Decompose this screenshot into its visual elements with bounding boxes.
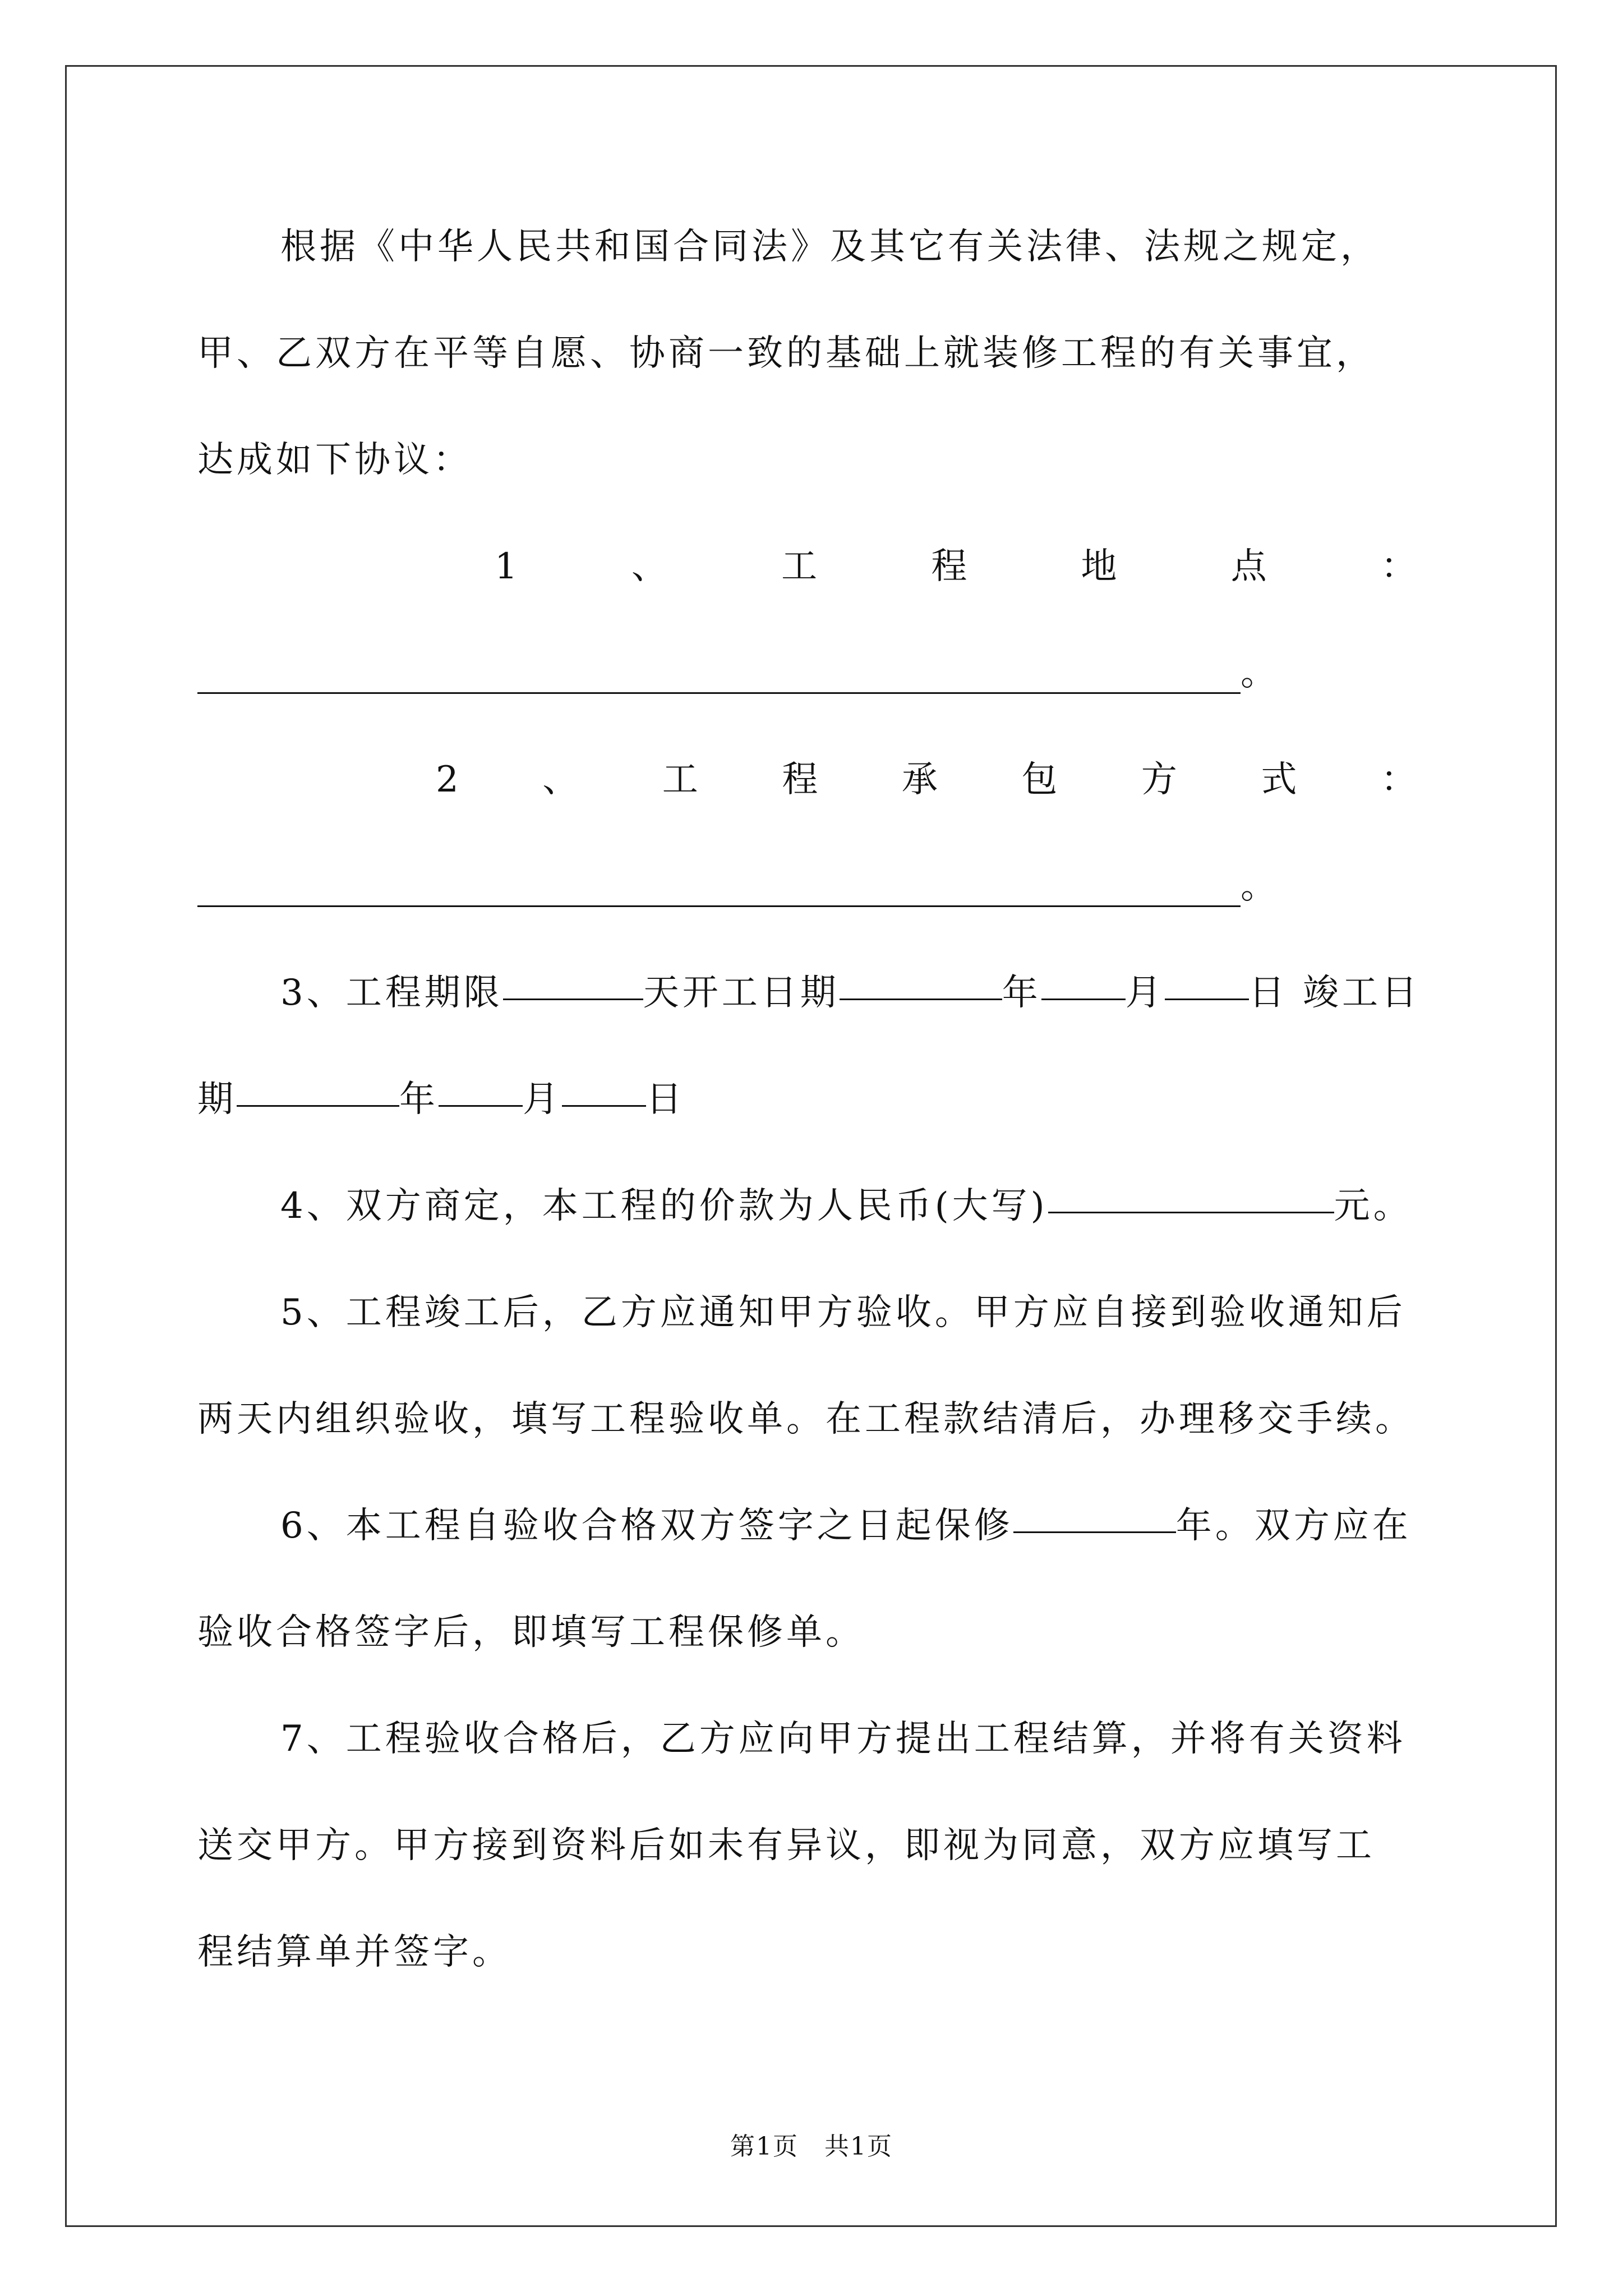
item-1-char: 程 xyxy=(931,546,971,587)
item-1-char: 、 xyxy=(631,546,671,587)
item-2-char: 方 xyxy=(1141,759,1181,800)
item-3-text: 月 xyxy=(523,1079,562,1120)
duration-days-blank[interactable] xyxy=(503,959,643,1000)
item-3-text: 年 xyxy=(1002,972,1041,1014)
item-4 xyxy=(197,1172,1420,1240)
item-4-text: 元。 xyxy=(1334,1185,1413,1227)
location-blank[interactable] xyxy=(197,653,1241,694)
start-year-blank[interactable] xyxy=(840,959,1002,1000)
item-2-char: 工 xyxy=(662,759,702,800)
paragraph-intro-line-3: 达成如下协议： xyxy=(197,439,472,481)
item-3-text: 3、工程期限 xyxy=(280,972,503,1014)
item-6-line-1 xyxy=(197,1492,1420,1559)
finish-month-blank[interactable] xyxy=(439,1066,523,1107)
contract-method-blank[interactable] xyxy=(197,866,1241,907)
item-1-char: 工 xyxy=(781,546,821,587)
item-1-char: 地 xyxy=(1081,546,1121,587)
item-3-text: 期 xyxy=(197,1079,237,1120)
warranty-years-blank[interactable] xyxy=(1013,1492,1176,1533)
page-border xyxy=(65,65,1557,2227)
item-2-char: 2 xyxy=(436,759,462,800)
item-7-line-3: 程结算单并签字。 xyxy=(197,1931,511,1973)
item-1-char: 点 xyxy=(1230,546,1270,587)
item-3-text: 日 xyxy=(646,1079,685,1120)
item-6-text: 年。双方应在 xyxy=(1175,1505,1412,1547)
item-3-line-2 xyxy=(197,1066,1420,1133)
item-2-period: 。 xyxy=(1241,866,1280,907)
item-1-period: 。 xyxy=(1241,652,1280,694)
item-7-line-1: 7、工程验收合格后，乙方应向甲方提出工程结算，并将有关资料 xyxy=(280,1718,1406,1760)
item-5-line-1: 5、工程竣工后，乙方应通知甲方验收。甲方应自接到验收通知后 xyxy=(280,1292,1406,1333)
item-1-char: ： xyxy=(1380,546,1420,587)
finish-day-blank[interactable] xyxy=(562,1066,646,1107)
item-3-text: 月 xyxy=(1125,972,1165,1014)
item-1-char: 1 xyxy=(495,546,521,587)
start-month-blank[interactable] xyxy=(1041,959,1126,1000)
finish-year-blank[interactable] xyxy=(237,1066,399,1107)
start-day-blank[interactable] xyxy=(1165,959,1249,1000)
item-3-text: 天开工日期 xyxy=(643,972,840,1014)
paragraph-intro-line-1: 根据《中华人民共和国合同法》及其它有关法律、法规之规定， xyxy=(280,226,1380,268)
item-3-text: 年 xyxy=(399,1079,439,1120)
item-2-char: 程 xyxy=(782,759,822,800)
item-3-text: 日 竣工日 xyxy=(1248,972,1421,1014)
item-2-char: 式 xyxy=(1261,759,1301,800)
item-7-line-2: 送交甲方。甲方接到资料后如未有异议，即视为同意，双方应填写工 xyxy=(197,1825,1375,1866)
item-4-text: 4、双方商定，本工程的价款为人民币(大写) xyxy=(280,1185,1048,1227)
item-2-char: ： xyxy=(1380,759,1420,800)
item-1-blank-line xyxy=(197,639,1420,707)
item-6-line-2: 验收合格签字后，即填写工程保修单。 xyxy=(197,1612,865,1653)
item-5-line-2: 两天内组织验收，填写工程验收单。在工程款结清后，办理移交手续。 xyxy=(197,1398,1414,1440)
item-2-char: 、 xyxy=(542,759,582,800)
item-3-line-1 xyxy=(197,959,1420,1027)
item-2-blank-line xyxy=(197,853,1420,920)
page-number: 第1页 共1页 xyxy=(730,2132,893,2161)
price-blank[interactable] xyxy=(1048,1172,1334,1213)
item-2-char: 承 xyxy=(901,759,941,800)
paragraph-intro-line-2: 甲、乙双方在平等自愿、协商一致的基础上就装修工程的有关事宜， xyxy=(197,333,1375,374)
item-2-char: 包 xyxy=(1021,759,1061,800)
item-1-label xyxy=(495,533,1420,600)
item-2-label xyxy=(436,746,1420,813)
item-6-text: 6、本工程自验收合格双方签字之日起保修 xyxy=(280,1505,1013,1547)
